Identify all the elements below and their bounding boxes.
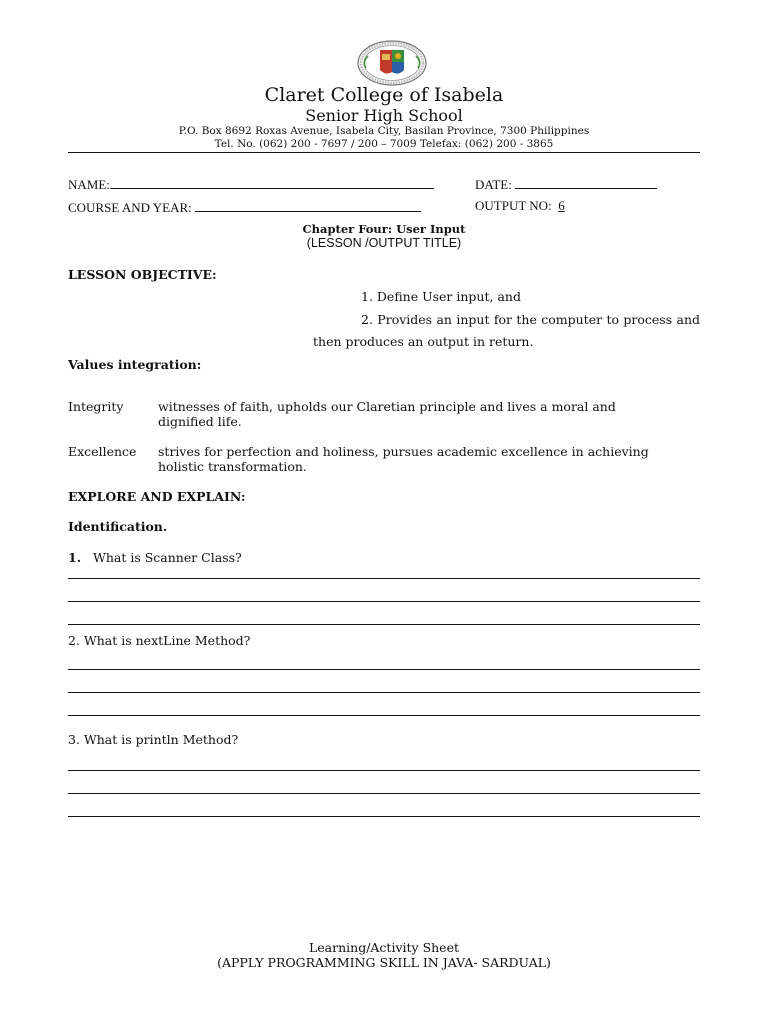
question-1 — [68, 550, 242, 565]
question-2: 2. What is nextLine Method? — [68, 633, 251, 648]
objective-item-1: 1. Define User input, and — [361, 289, 521, 304]
output-no-field — [475, 198, 565, 214]
name-label: NAME: — [68, 177, 110, 192]
value-desc-integrity: witnesses of faith, upholds our Claretian principle and lives a moral and dignified life. — [158, 399, 616, 429]
question-1-number: 1. — [68, 550, 82, 565]
answer-line-3a[interactable] — [68, 770, 700, 771]
explore-heading: EXPLORE AND EXPLAIN: — [68, 489, 246, 504]
value-desc-excellence: strives for perfection and holiness, pursues academic excellence in achieving holistic transformation. — [158, 444, 649, 474]
department-name: Senior High School — [305, 106, 463, 125]
output-no-value: 6 — [558, 198, 565, 213]
answer-line-1b[interactable] — [68, 601, 700, 602]
footer-sheet-label: Learning/Activity Sheet — [308, 940, 460, 955]
answer-line-1c[interactable] — [68, 624, 700, 625]
course-year-label: COURSE AND YEAR: — [68, 200, 192, 215]
lesson-subtitle: (LESSON /OUTPUT TITLE) — [306, 236, 462, 250]
answer-line-2a[interactable] — [68, 669, 700, 670]
objective-heading: LESSON OBJECTIVE: — [68, 267, 217, 282]
identification-heading: Identification. — [68, 519, 168, 534]
value-term-integrity: Integrity — [68, 399, 124, 414]
school-name: Claret College of Isabela — [264, 84, 504, 106]
name-field — [68, 175, 434, 193]
school-contact: Tel. No. (062) 200 - 7697 / 200 – 7009 Telefax: (062) 200 - 3865 — [214, 138, 554, 150]
output-no-label: OUTPUT NO: — [475, 198, 552, 213]
value-term-excellence: Excellence — [68, 444, 137, 459]
values-heading: Values integration: — [68, 357, 202, 372]
school-seal-logo — [356, 40, 428, 86]
date-label: DATE: — [475, 177, 512, 192]
name-blank[interactable] — [110, 175, 434, 189]
course-year-blank[interactable] — [195, 198, 421, 212]
lesson-title: Chapter Four: User Input — [302, 222, 466, 236]
answer-line-2c[interactable] — [68, 715, 700, 716]
header-divider — [68, 152, 700, 153]
date-field — [475, 175, 657, 193]
question-1-text: What is Scanner Class? — [92, 550, 242, 565]
objective-item-2: 2. Provides an input for the computer to process and — [361, 312, 700, 327]
footer-subject: (APPLY PROGRAMMING SKILL IN JAVA- SARDUAL) — [217, 955, 551, 970]
school-address: P.O. Box 8692 Roxas Avenue, Isabela City, Basilan Province, 7300 Philippines — [178, 125, 590, 137]
objective-item-2-continued: then produces an output in return. — [313, 334, 534, 349]
answer-line-2b[interactable] — [68, 692, 700, 693]
answer-line-3b[interactable] — [68, 793, 700, 794]
question-3: 3. What is println Method? — [68, 732, 239, 747]
date-blank[interactable] — [515, 175, 657, 189]
answer-line-1a[interactable] — [68, 578, 700, 579]
answer-line-3c[interactable] — [68, 816, 700, 817]
course-year-field — [68, 198, 421, 216]
